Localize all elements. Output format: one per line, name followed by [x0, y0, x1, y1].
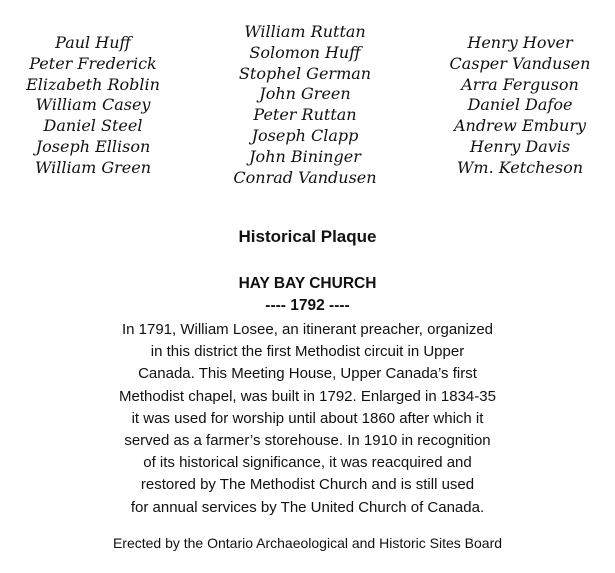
body-line: Canada. This Meeting House, Upper Canada’s first — [138, 365, 477, 383]
name-entry: Paul Huff — [55, 33, 131, 52]
names-column-right — [435, 33, 605, 179]
body-line: in this district the first Methodist circuit in Upper — [150, 343, 465, 361]
body-line: Methodist chapel, was built in 1792. Enlarged in 1834-35 — [119, 387, 496, 405]
name-entry: Solomon Huff — [249, 42, 361, 62]
body-line: for annual services by The United Church of Canada. — [130, 498, 485, 516]
name-entry: William Green — [34, 157, 152, 177]
name-entry: Arra Ferguson — [461, 74, 579, 94]
name-entry: Elizabeth Roblin — [26, 74, 160, 94]
name-entry: John Bininger — [249, 146, 361, 166]
name-entry: Henry Hover — [467, 33, 573, 52]
name-entry: Wm. Ketcheson — [456, 157, 584, 177]
body-line: In 1791, William Losee, an itinerant preacher, organized — [121, 321, 494, 338]
erected-by-credit: Erected by the Ontario Archaeological and Historic Sites Board — [112, 535, 503, 551]
name-entry: Daniel Steel — [43, 116, 143, 136]
name-entry: Daniel Dafoe — [467, 95, 573, 115]
name-entry: Stophel German — [238, 63, 372, 83]
body-line: of its historical significance, it was reacquired and — [143, 454, 472, 472]
name-entry: John Green — [259, 84, 351, 104]
name-entry: Joseph Clapp — [251, 125, 359, 145]
church-name: HAY BAY CHURCH — [238, 275, 377, 292]
body-line: it was used for worship until about 1860 after which it — [131, 409, 484, 427]
name-entry: Casper Vandusen — [449, 53, 591, 73]
body-line: served as a farmer’s storehouse. In 1910 in recognition — [124, 432, 491, 450]
name-entry: William Casey — [35, 95, 151, 115]
plaque-title: Historical Plaque — [238, 227, 377, 246]
body-line: restored by The Methodist Church and is still used — [140, 476, 475, 494]
name-entry: Henry Davis — [469, 136, 571, 156]
names-column-middle — [215, 22, 395, 188]
church-year: ---- 1792 ---- — [265, 297, 350, 314]
name-entry: Joseph Ellison — [35, 136, 151, 156]
name-entry: Peter Frederick — [29, 53, 157, 73]
plaque-body — [0, 319, 615, 519]
name-entry: Andrew Embury — [453, 116, 587, 136]
names-column-left — [8, 33, 178, 179]
name-entry: William Ruttan — [244, 22, 366, 41]
name-entry: Peter Ruttan — [253, 105, 357, 125]
name-entry: Conrad Vandusen — [233, 167, 377, 187]
